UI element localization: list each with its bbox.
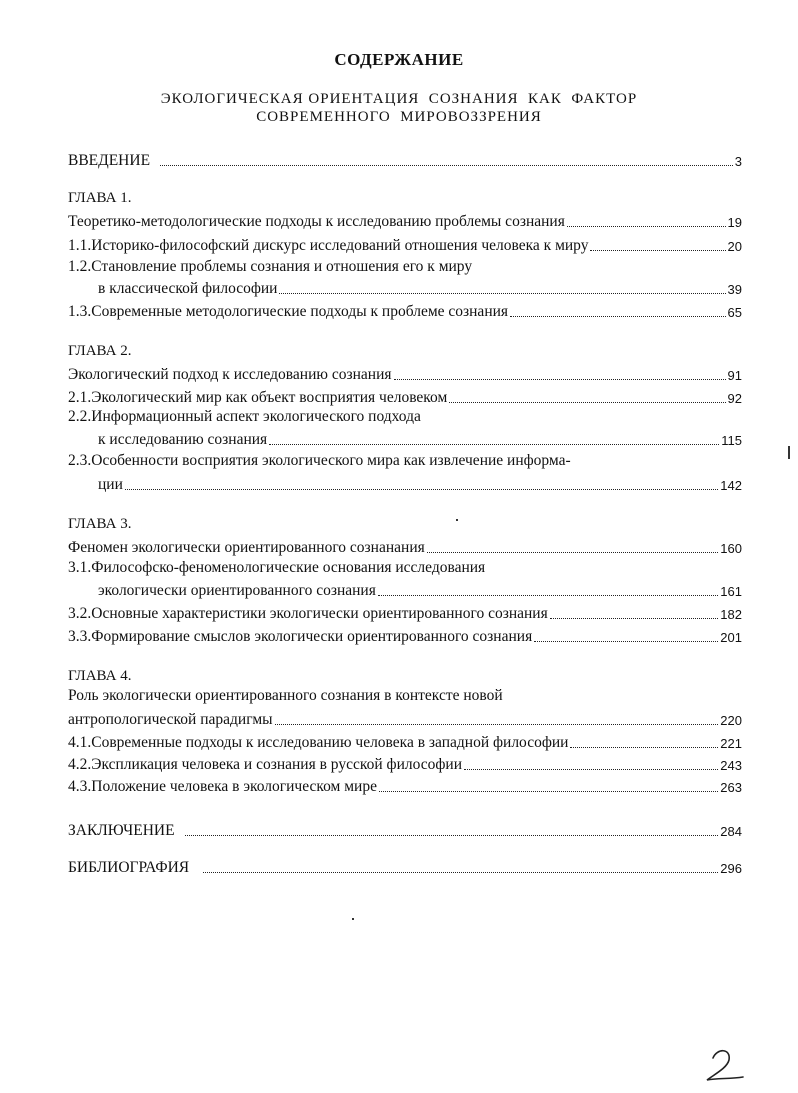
toc-entry-label: ВВЕДЕНИЕ: [68, 152, 151, 169]
toc-entry-3-1[interactable]: [68, 578, 742, 600]
toc-entry-page: 243: [720, 758, 742, 773]
toc-entry-label: Феномен экологически ориентированного сознанания: [68, 539, 425, 556]
toc-entry-chapter-4-line1: Роль экологически ориентированного сознания в контексте новой: [68, 687, 503, 704]
toc-entry-4-1[interactable]: [68, 730, 742, 752]
scan-speck: [788, 446, 790, 459]
chapter-2-heading: ГЛАВА 2.: [68, 343, 132, 359]
toc-entry-page: 182: [720, 607, 742, 622]
toc-entry-page: 221: [720, 736, 742, 751]
toc-entry-label: к исследованию сознания: [98, 431, 268, 448]
chapter-3-heading: ГЛАВА 3.: [68, 516, 132, 532]
toc-entry-label: 2.1.Экологический мир как объект восприятия человеком: [68, 389, 448, 406]
toc-entry-page: 220: [720, 713, 742, 728]
toc-entry-label: 4.1.Современные подходы к исследованию человека в западной философии: [68, 734, 569, 751]
toc-entry-label: 3.3.Формирование смыслов экологически ориентированного сознания: [68, 628, 533, 645]
toc-entry-page: 39: [727, 282, 742, 297]
toc-entry-chapter-1[interactable]: [68, 209, 742, 231]
toc-entry-page: 115: [721, 433, 742, 448]
toc-entry-page: 20: [727, 239, 742, 254]
toc-entry-1-2[interactable]: [68, 276, 742, 298]
document-subtitle: [0, 90, 798, 126]
subtitle-line-1: ЭКОЛОГИЧЕСКАЯ ОРИЕНТАЦИЯ СОЗНАНИЯ КАК ФАКТОР: [160, 91, 638, 107]
toc-entry-page: 92: [727, 391, 742, 406]
chapter-4-heading: ГЛАВА 4.: [68, 668, 132, 684]
toc-entry-1-2-line1: 1.2.Становление проблемы сознания и отношения его к миру: [68, 258, 473, 275]
toc-entry-2-1[interactable]: [68, 385, 742, 407]
toc-entry-page: 263: [720, 780, 742, 795]
toc-entry-2-3[interactable]: [68, 472, 742, 494]
toc-entry-chapter-2[interactable]: [68, 362, 742, 384]
toc-entry-label: антропологической парадигмы: [68, 711, 273, 728]
chapter-1-heading: ГЛАВА 1.: [68, 190, 132, 206]
toc-entry-label: БИБЛИОГРАФИЯ: [68, 859, 190, 876]
scan-speck: [352, 918, 354, 920]
toc-entry-page: 19: [727, 215, 742, 230]
toc-entry-2-3-line1: 2.3.Особенности восприятия экологического мира как извлечение информа-: [68, 452, 571, 469]
toc-entry-page: 161: [720, 584, 742, 599]
toc-entry-1-3[interactable]: [68, 299, 742, 321]
toc-entry-chapter-3[interactable]: [68, 535, 742, 557]
toc-entry-bibliography[interactable]: [68, 855, 742, 877]
toc-entry-label: 1.1.Историко-философский дискурс исследований отношения человека к миру: [68, 237, 589, 254]
toc-entry-2-2[interactable]: [68, 427, 742, 449]
toc-entry-1-1[interactable]: [68, 233, 742, 255]
toc-entry-page: 3: [734, 154, 742, 169]
toc-entry-label: Экологический подход к исследованию сознания: [68, 366, 392, 383]
scan-speck: [456, 519, 458, 521]
toc-entry-introduction[interactable]: [68, 148, 742, 170]
toc-entry-label: 4.2.Экспликация человека и сознания в русской философии: [68, 756, 462, 773]
toc-entry-label: в классической философии: [98, 280, 278, 297]
toc-entry-label: ЗАКЛЮЧЕНИЕ: [68, 822, 175, 839]
toc-entry-page: 284: [720, 824, 742, 839]
toc-entry-label: 3.2.Основные характеристики экологически ориентированного сознания: [68, 605, 548, 622]
toc-entry-3-2[interactable]: [68, 601, 742, 623]
toc-entry-4-2[interactable]: [68, 752, 742, 774]
toc-entry-label: Теоретико-методологические подходы к исследованию проблемы сознания: [68, 213, 565, 230]
toc-entry-chapter-4[interactable]: [68, 707, 742, 729]
toc-entry-3-1-line1: 3.1.Философско-феноменологические основания исследования: [68, 559, 486, 576]
toc-entry-label: 1.3.Современные методологические подходы к проблеме сознания: [68, 303, 509, 320]
toc-entry-label: ции: [98, 476, 123, 493]
toc-entry-page: 201: [720, 630, 742, 645]
toc-entry-page: 65: [727, 305, 742, 320]
toc-entry-conclusion[interactable]: [68, 818, 742, 840]
toc-entry-page: 160: [720, 541, 742, 556]
toc-entry-label: экологически ориентированного сознания: [98, 582, 376, 599]
toc-entry-3-3[interactable]: [68, 624, 742, 646]
subtitle-line-2: СОВРЕМЕННОГО МИРОВОЗЗРЕНИЯ: [256, 109, 542, 125]
toc-entry-page: 91: [727, 368, 742, 383]
toc-entry-label: 4.3.Положение человека в экологическом мире: [68, 778, 377, 795]
toc-entry-page: 142: [720, 478, 742, 493]
page-title: СОДЕРЖАНИЕ: [334, 50, 464, 69]
toc-entry-4-3[interactable]: [68, 774, 742, 796]
handwritten-page-number: [703, 1040, 747, 1084]
toc-entry-page: 296: [720, 861, 742, 876]
toc-entry-2-2-line1: 2.2.Информационный аспект экологического подхода: [68, 408, 421, 425]
